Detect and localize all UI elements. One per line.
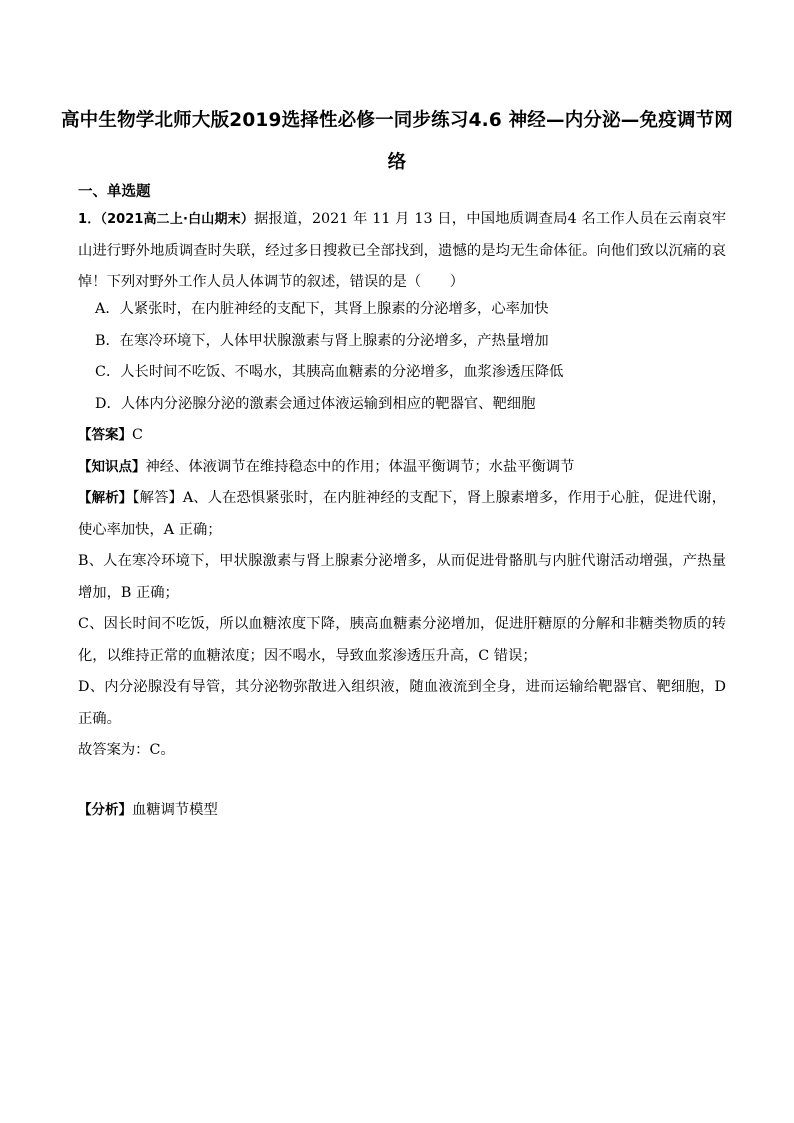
answer-value: C [132,427,143,443]
option-b: B．在寒冷环境下，人体甲状腺激素与肾上腺素的分泌增多，产热量增加 [95,332,549,349]
analysis-paragraph-1: 【解析】【解答】A、人在恐惧紧张时，在内脏神经的支配下，肾上腺素增多，作用于心脏，促进代谢，使心率加快，A 正确； [78,490,727,538]
question-text: 据报道，2021 年 11 月 13 日，中国地质调查局4 名工作人员在云南哀牢山进行野外地质调查时失联，经过多日搜救已全部找到，遗憾的是均无生命体征。向他们致以沉痛的哀悼！下列对野外工作人员人体调节的叙述，错误的是（ ） [78,211,727,290]
knowledge-value: 神经、体液调节在维持稳态中的作用；体温平衡调节；水盐平衡调节 [145,459,575,475]
option-d: D．人体内分泌腺分泌的激素会通过体液运输到相应的靶器官、靶细胞 [95,395,536,412]
analysis-paragraph-4: D、内分泌腺没有导管，其分泌物弥散进入组织液，随血液流到全身，进而运输给靶器官、靶细胞，D 正确。 [78,679,726,727]
option-list [95,294,735,420]
fenxi-line [78,795,726,827]
question-stem [78,204,726,299]
option-a: A．人紧张时，在内脏神经的支配下，其肾上腺素的分泌增多，心率加快 [95,301,549,317]
question-number: 1． [78,212,101,227]
question-source: （2021高二上·白山期末） [100,212,255,227]
analysis-conclusion: 故答案为：C。 [78,742,175,758]
answer-line [78,420,726,452]
fenxi-tag: 【分析】 [78,802,132,818]
document-title: 高中生物学北师大版2019选择性必修一同步练习4.6 神经—内分泌—免疫调节网络 [60,110,733,173]
fenxi-value: 血糖调节模型 [132,802,218,818]
knowledge-tag: 【知识点】 [78,459,146,475]
knowledge-line [78,452,726,484]
analysis-paragraph-2: B、人在寒冷环境下，甲状腺激素与肾上腺素分泌增多，从而促进骨骼肌与内脏代谢活动增强，产热量增加，B 正确； [78,553,726,601]
analysis-paragraph-3: C、因长时间不吃饭，所以血糖浓度下降，胰高血糖素分泌增加，促进肝糖原的分解和非糖类物质的转化，以维持正常的血糖浓度；因不喝水，导致血浆渗透压升高，C 错误； [78,616,726,664]
answer-tag: 【答案】 [78,427,132,443]
analysis-block [78,483,726,767]
section-heading: 一、单选题 [78,184,151,200]
option-c: C．人长时间不吃饭、不喝水，其胰高血糖素的分泌增多，血浆渗透压降低 [95,364,564,380]
analysis-tag: 【解析】 [78,490,133,506]
